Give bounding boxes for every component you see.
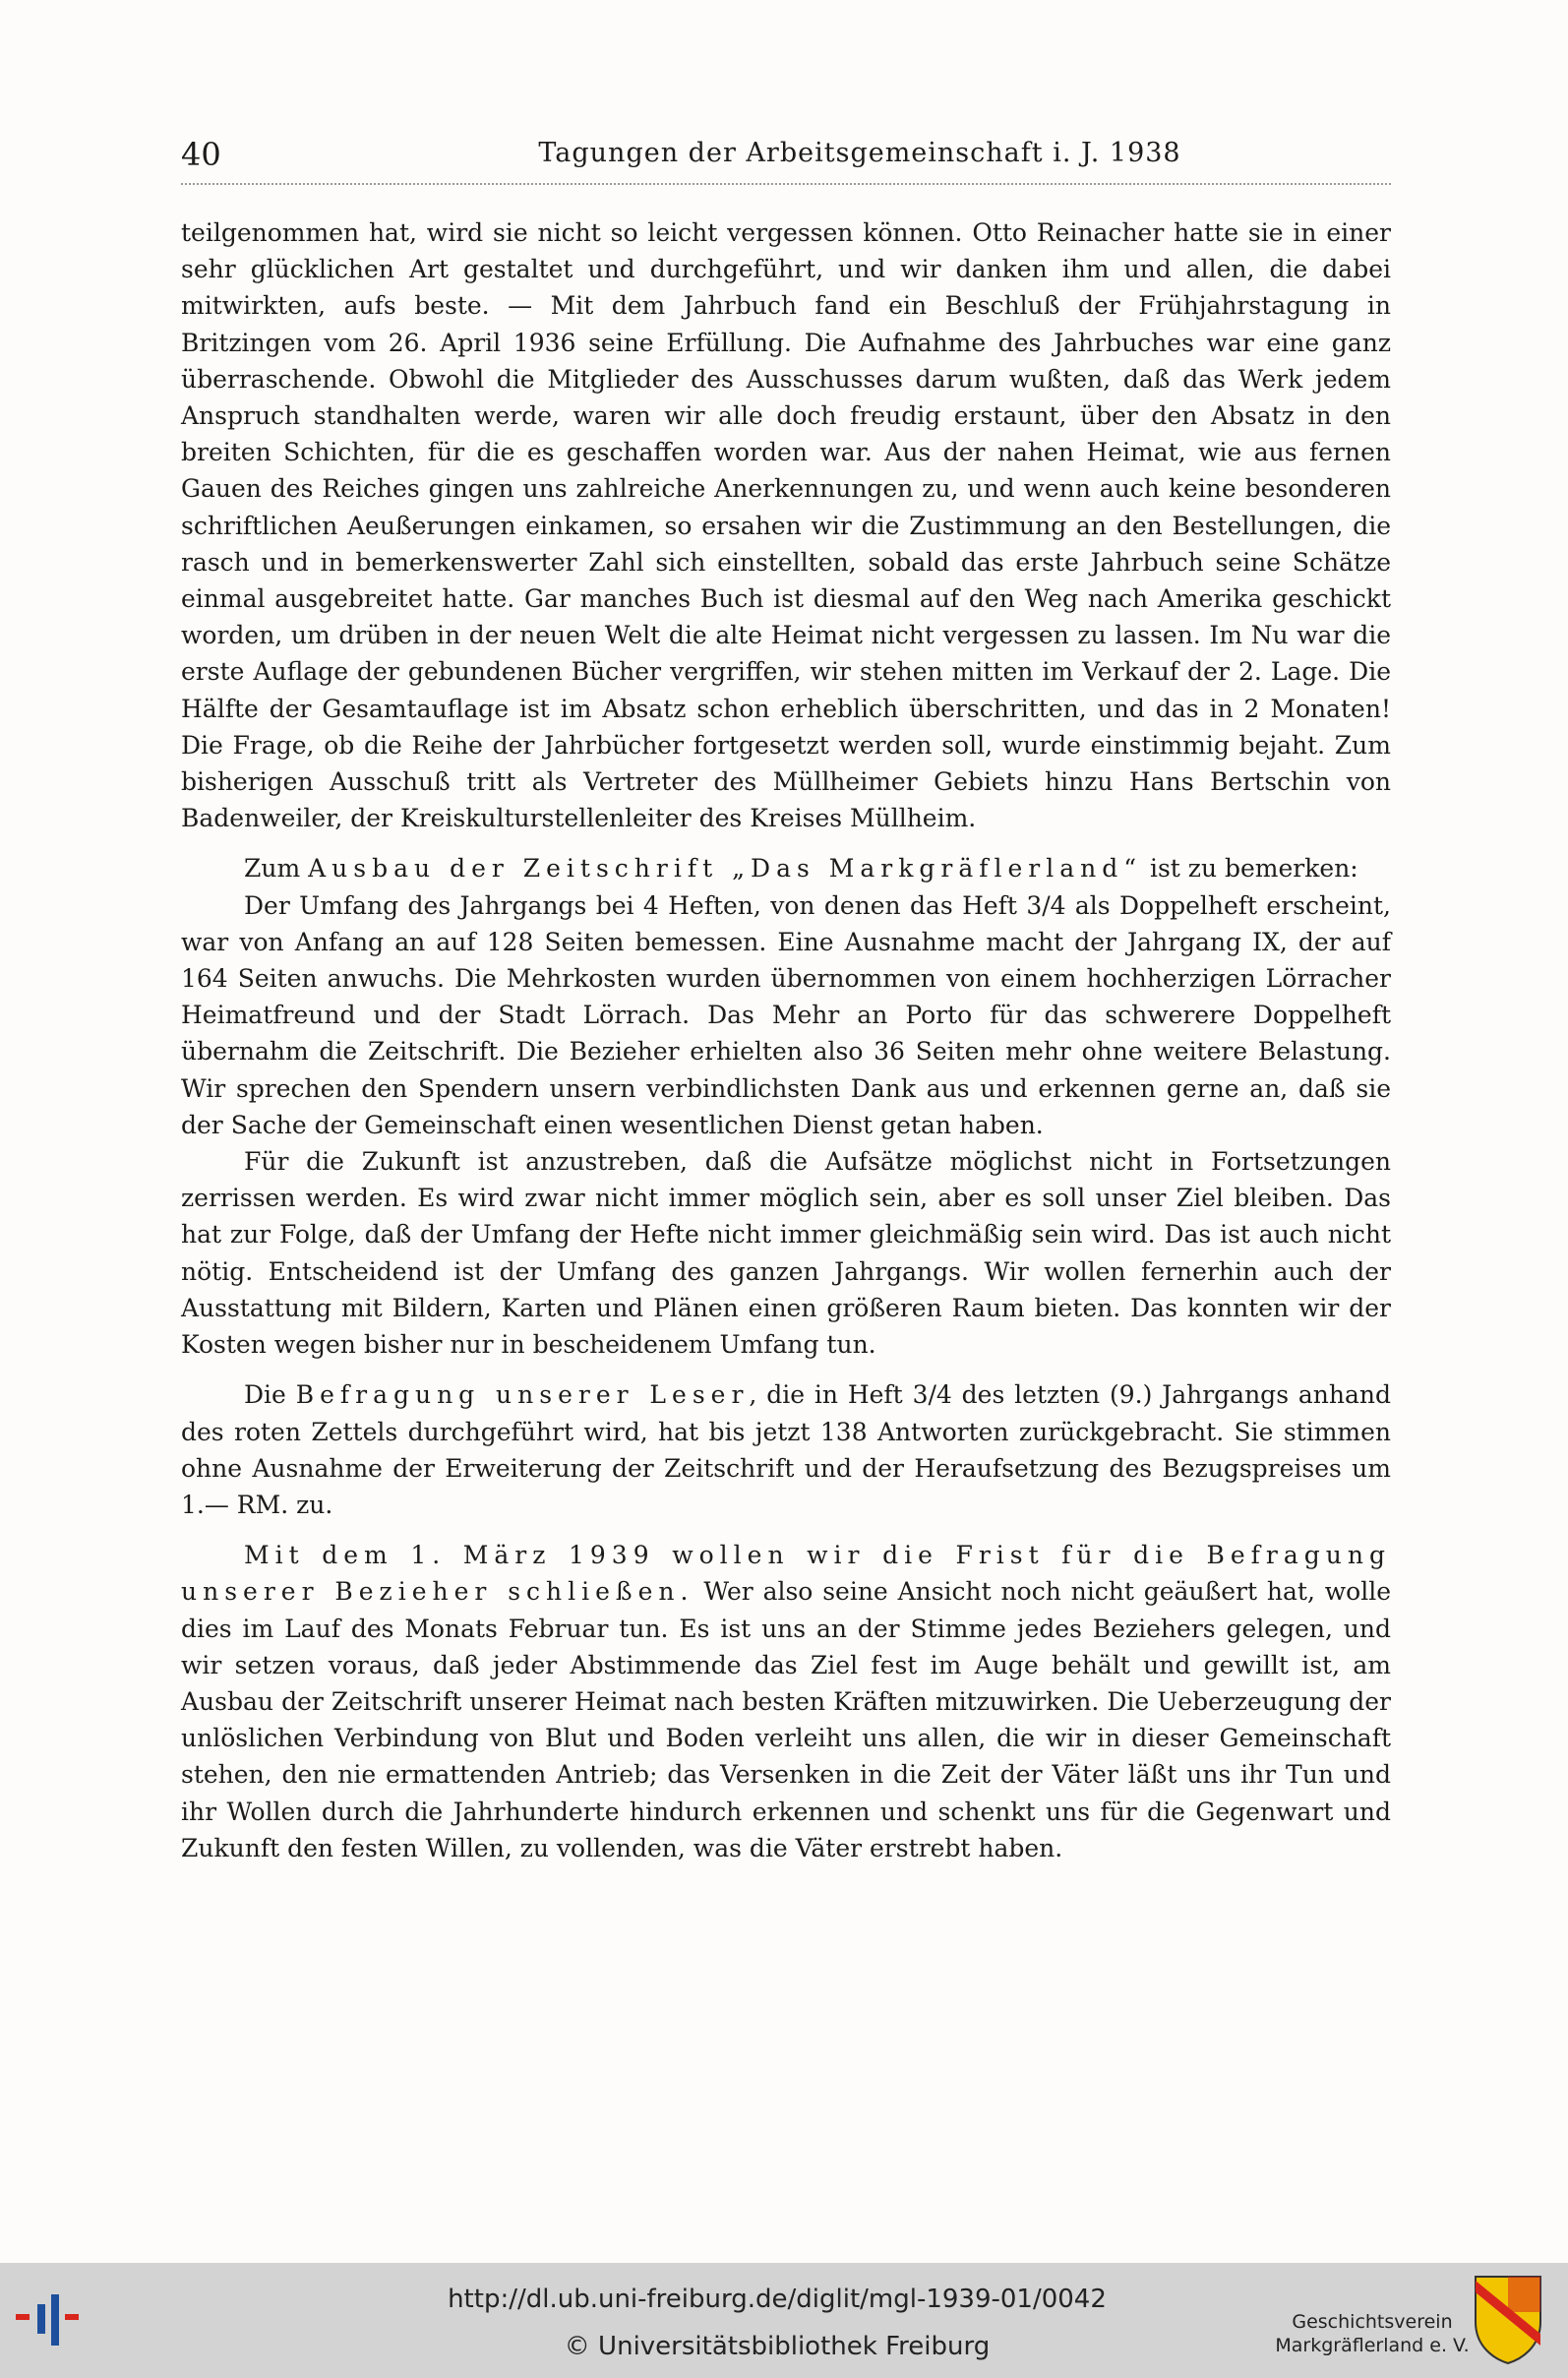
paragraph-5-emphasis: Befragung unserer Leser — [295, 1380, 750, 1410]
header-rule — [181, 183, 1391, 185]
paragraph-1: teilgenommen hat, wird sie nicht so leicht vergessen können. Otto Reinacher hatte sie in einer sehr glücklichen Art gestaltet und durchgeführt, und wir danken ihm und allen, die dabei mitwirkten, aufs beste. — Mit dem Jahrbuch fand ein Beschluß der Frühjahrstagung in Britzingen vom 26. April 1936 seine Erfüllung. Die Aufnahme des Jahrbuches war eine ganz überraschende. Obwohl die Mitglieder des Ausschusses darum wußten, daß das Werk jedem Anspruch standhalten werde, waren wir alle doch freudig erstaunt, über den Absatz in den breiten Schichten, für die es geschaffen worden war. Aus der nahen Heimat, wie aus fernen Gauen des Reiches gingen uns zahlreiche Anerkennungen zu, und wenn auch keine besonderen schriftlichen Aeußerungen einkamen, so ersahen wir die Zustimmung an den Bestellungen, die rasch und in bemerkenswerter Zahl sich einstellten, sobald das erste Jahrbuch seine Schätze einmal ausgebreitet hatte. Gar manches Buch ist diesmal auf den Weg nach Amerika geschickt worden, um drüben in der neuen Welt die alte Heimat nicht vergessen zu lassen. Im Nu war die erste Auflage der gebundenen Bücher vergriffen, wir stehen mitten im Verkauf der 2. Lage. Die Hälfte der Gesamtauflage ist im Absatz schon erheblich überschritten, und das in 2 Monaten! Die Frage, ob die Reihe der Jahrbücher fortgesetzt werden soll, wurde einstimmig bejaht. Zum bisherigen Ausschuß tritt als Vertreter des Müllheimer Gebiets hinzu Hans Bertschin von Badenweiler, der Kreiskulturstellenleiter des Kreises Müllheim. — [181, 218, 1391, 833]
viewer-footer — [0, 2263, 1568, 2378]
paragraph-2 — [181, 850, 1391, 886]
paragraph-3: Der Umfang des Jahrgangs bei 4 Heften, von denen das Heft 3/4 als Doppelheft erscheint, war von Anfang an auf 128 Seiten bemessen. Eine Ausnahme macht der Jahrgang IX, der auf 164 Seiten anwuchs. Die Mehrkosten wurden übernommen von einem hochherzigen Lörracher Heimatfreund und der Stadt Lörrach. Das Mehr an Porto für das schwerere Doppelheft übernahm die Zeitschrift. Die Bezieher erhielten also 36 Seiten mehr ohne weitere Belastung. Wir sprechen den Spendern unsern verbindlichsten Dank aus und erkennen gerne an, daß sie der Sache der Gemeinschaft einen wesentlichen Dienst getan haben. — [181, 890, 1391, 1139]
society-name-line-2: Markgräflerland e. V. — [1275, 2335, 1470, 2356]
page-number: 40 — [181, 136, 221, 173]
paragraph-2-lead: Zum — [244, 854, 309, 884]
running-title: Tagungen der Arbeitsgemeinschaft i. J. 1938 — [538, 138, 1181, 168]
running-head — [181, 136, 1391, 179]
paragraph-2-rest: ist zu bemerken: — [1142, 854, 1358, 884]
paragraph-5-rest: , die in Heft 3/4 des letzten (9.) Jahrgangs anhand des roten Zettels durchgeführt wird, hat bis jetzt 138 Antworten zurückgebracht. Sie stimmen ohne Ausnahme der Erweiterung der Zeitschrift und der Heraufsetzung des Bezugspreises um 1.— RM. zu. — [181, 1380, 1391, 1519]
paragraph-5 — [181, 1376, 1391, 1523]
paragraph-5-lead: Die — [244, 1380, 296, 1410]
copyright-notice: © Universitätsbibliothek Freiburg — [564, 2332, 991, 2361]
society-name-line-1: Geschichtsverein — [1292, 2311, 1453, 2333]
paragraph-2-emphasis: Ausbau der Zeitschrift „Das Markgräflerland“ — [308, 854, 1143, 884]
body-text — [181, 214, 1391, 1866]
permalink-link[interactable]: http://dl.ub.uni-freiburg.de/diglit/mgl-1939-01/0042 — [448, 2285, 1107, 2314]
paragraph-6 — [181, 1537, 1391, 1866]
library-logo-icon — [14, 2285, 102, 2355]
coat-of-arms-icon — [1472, 2273, 1544, 2365]
paragraph-6-emphasis: Mit dem 1. März 1939 wollen wir die Frist für die Befragung unserer Bezieher schließen. — [181, 1541, 1391, 1607]
paragraph-6-rest: Wer also seine Ansicht noch nicht geäußert hat, wolle dies im Lauf des Monats Februar tun. Es ist uns an der Stimme jedes Beziehers gelegen, und wir setzen voraus, daß jeder Abstimmende das Ziel fest im Auge behält und gewillt ist, am Ausbau der Zeitschrift unserer Heimat nach besten Kräften mitzuwirken. Die Ueberzeugung der unlöslichen Verbindung von Blut und Boden verleiht uns allen, die wir in dieser Gemeinschaft stehen, den nie ermattenden Antrieb; das Versenken in die Zeit der Väter läßt uns ihr Tun und ihr Wollen durch die Jahrhunderte hindurch erkennen und schenkt uns für die Gegenwart und Zukunft den festen Willen, zu vollenden, was die Väter erstrebt haben. — [181, 1577, 1391, 1862]
society-name — [1259, 2310, 1485, 2357]
paragraph-4: Für die Zukunft ist anzustreben, daß die Aufsätze möglichst nicht in Fortsetzungen zerrissen werden. Es wird zwar nicht immer möglich sein, aber es soll unser Ziel bleiben. Das hat zur Folge, daß der Umfang der Hefte nicht immer gleichmäßig sein wird. Das ist auch nicht nötig. Entscheidend ist der Umfang des ganzen Jahrgangs. Wir wollen fernerhin auch der Ausstattung mit Bildern, Karten und Plänen einen größeren Raum bieten. Das konnten wir der Kosten wegen bisher nur in bescheidenem Umfang tun. — [181, 1147, 1391, 1360]
